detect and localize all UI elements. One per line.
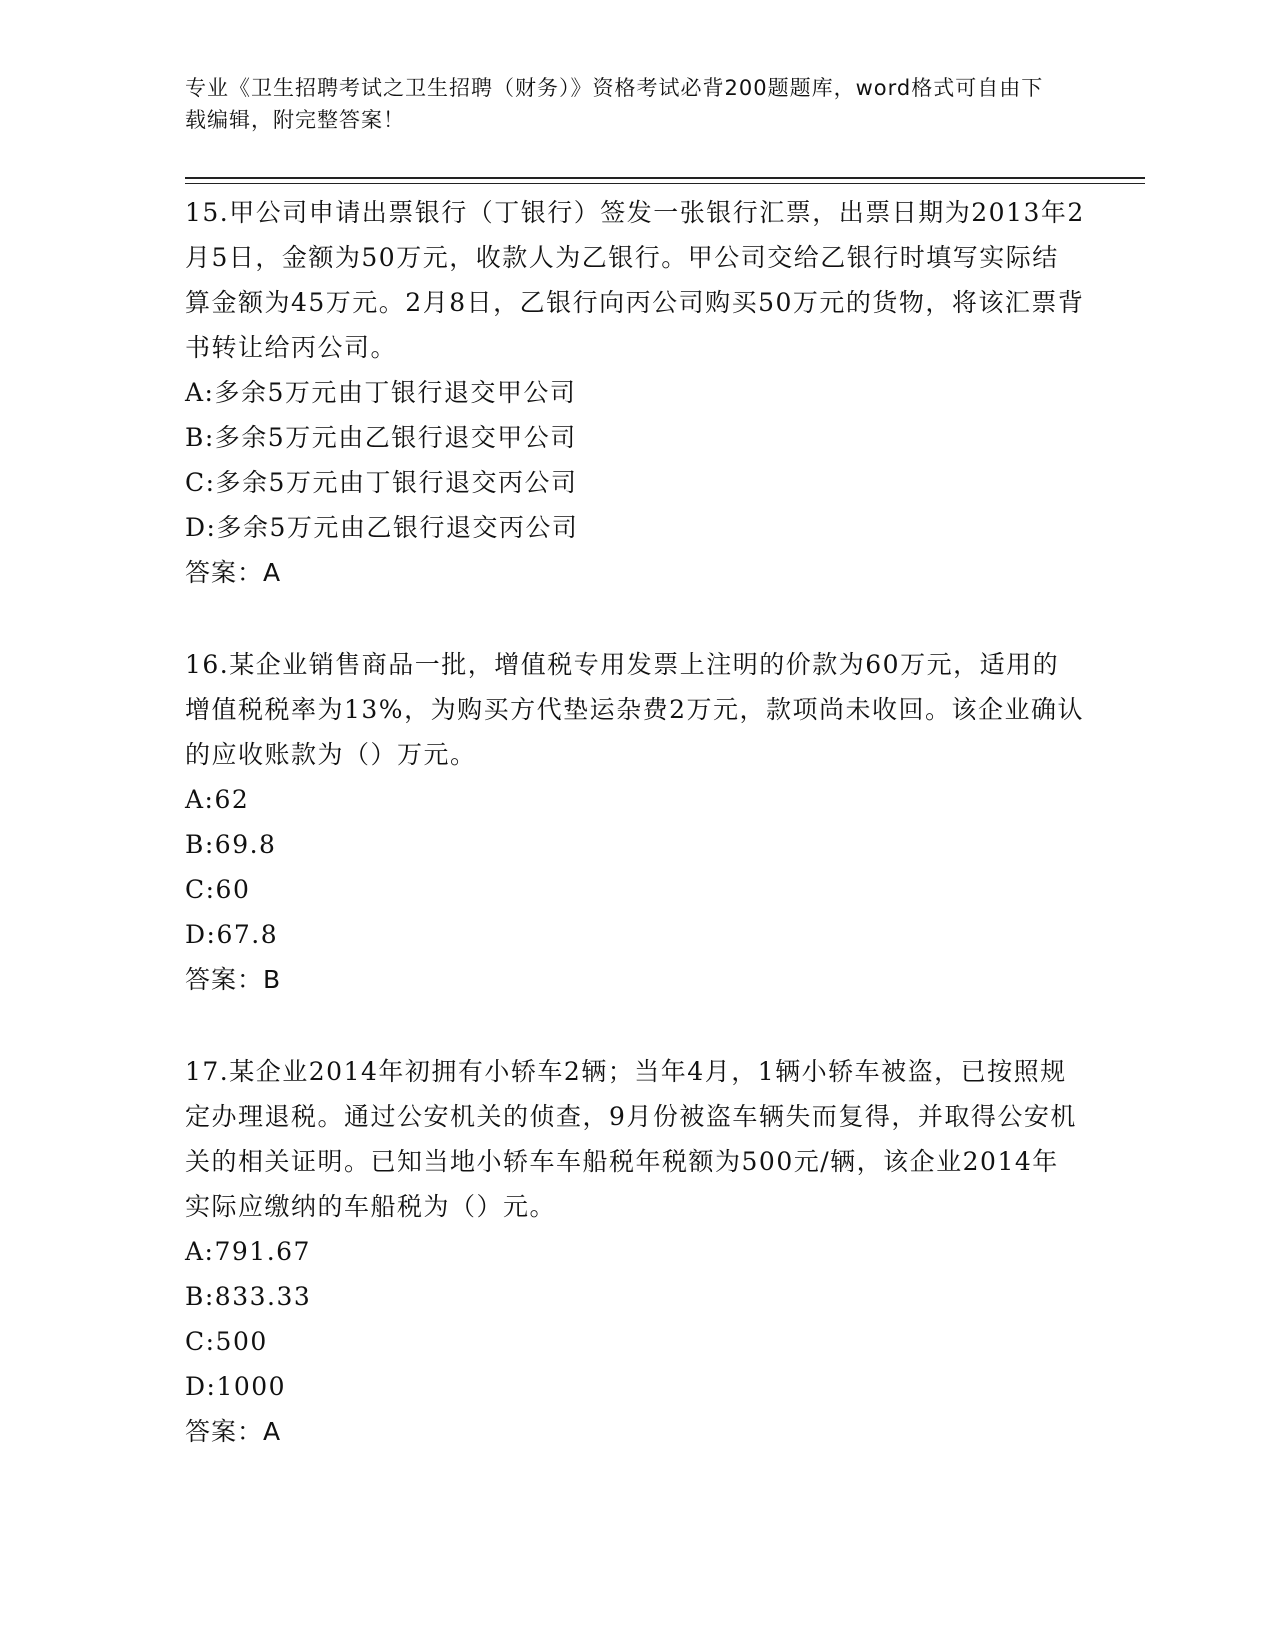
question-16 [185, 642, 1085, 1003]
question-list [185, 190, 1085, 1501]
question-stem: 15.甲公司申请出票银行（丁银行）签发一张银行汇票，出票日期为2013年2月5日，金额为50万元，收款人为乙银行。甲公司交给乙银行时填写实际结算金额为45万元。2月8日，乙银行向丙公司购买50万元的货物，将该汇票背书转让给丙公司。 [185, 198, 1085, 362]
document-header: 专业《卫生招聘考试之卫生招聘（财务）》资格考试必背200题题库，word格式可自由下载编辑，附完整答案！ [185, 76, 1044, 132]
answer-line: 答案：A [185, 1417, 282, 1446]
option-d: D:67.8 [185, 920, 279, 949]
question-15 [185, 190, 1085, 596]
option-c: C:多余5万元由丁银行退交丙公司 [185, 468, 578, 497]
answer-line: 答案：A [185, 558, 282, 587]
option-a: A:791.67 [185, 1237, 311, 1266]
option-c: C:500 [185, 1327, 268, 1356]
header-divider-thick [185, 177, 1145, 179]
answer-line: 答案：B [185, 965, 282, 994]
option-d: D:多余5万元由乙银行退交丙公司 [185, 513, 579, 542]
option-b: B:69.8 [185, 830, 277, 859]
option-a: A:62 [185, 785, 250, 814]
option-c: C:60 [185, 875, 251, 904]
header-divider-thin [185, 183, 1145, 184]
question-stem: 16.某企业销售商品一批，增值税专用发票上注明的价款为60万元，适用的增值税税率为13%，为购买方代垫运杂费2万元，款项尚未收回。该企业确认的应收账款为（）万元。 [185, 650, 1084, 769]
option-a: A:多余5万元由丁银行退交甲公司 [185, 378, 577, 407]
question-17 [185, 1049, 1085, 1455]
option-b: B:833.33 [185, 1282, 312, 1311]
option-b: B:多余5万元由乙银行退交甲公司 [185, 423, 577, 452]
option-d: D:1000 [185, 1372, 287, 1401]
question-stem: 17.某企业2014年初拥有小轿车2辆；当年4月，1辆小轿车被盗，已按照规定办理退税。通过公安机关的侦查，9月份被盗车辆失而复得，并取得公安机关的相关证明。已知当地小轿车车船税年税额为500元/辆，该企业2014年实际应缴纳的车船税为（）元。 [185, 1057, 1077, 1221]
